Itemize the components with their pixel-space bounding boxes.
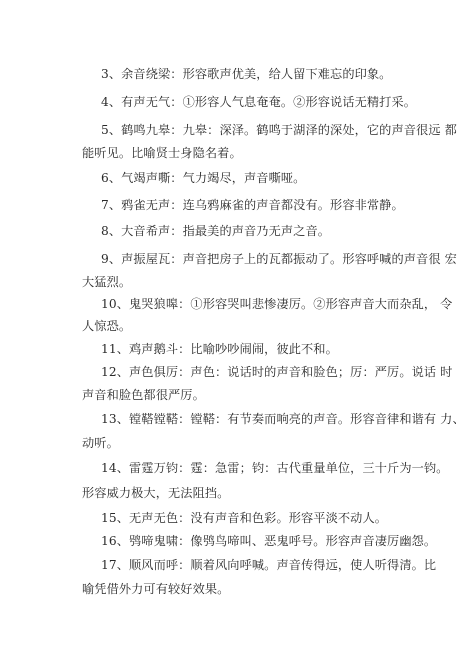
entry-6: 6、气竭声嘶：气力竭尽，声音嘶哑。 (101, 171, 306, 185)
entry-17-continued: 喻凭借外力可有较好效果。 (82, 582, 230, 596)
entry-3: 3、余音绕梁：形容歌声优美，给人留下难忘的印象。 (101, 67, 392, 81)
entry-9: 9、声振屋瓦：声音把房子上的瓦都振动了。形容呼喊的声音很 宏 (101, 252, 457, 266)
entry-10-continued: 人惊恐。 (82, 319, 132, 333)
entry-8: 8、大音希声：指最美的声音乃无声之音。 (101, 224, 331, 238)
entry-14-continued: 形容威力极大，无法阻挡。 (82, 486, 230, 500)
entry-11: 11、鸡声鹅斗：比喻吵吵闹闹，彼此不和。 (101, 342, 338, 356)
entry-14: 14、雷霆万钧：霆：急雷；钧：古代重量单位，三十斤为一钧。 (101, 461, 449, 475)
entry-12: 12、声色俱厉：声色：说话时的声音和脸色；厉：严厉。说话 时 (101, 365, 453, 379)
entry-16: 16、鸮啼鬼啸：像鸮鸟啼叫、恶鬼呼号。形容声音凄厉幽怨。 (101, 534, 437, 548)
entry-4: 4、有声无气：①形容人气息奄奄。②形容说话无精打采。 (101, 95, 417, 109)
entry-15: 15、无声无色：没有声音和色彩。形容平淡不动人。 (101, 511, 388, 525)
entry-9-continued: 大猛烈。 (82, 275, 132, 289)
entry-13: 13、镗鞳镗鞳：镗鞳：有节奏而响亮的声音。形容音律和谐有 力、 (101, 412, 465, 426)
entry-13-continued: 动听。 (82, 436, 119, 450)
entry-5: 5、鹤鸣九皋：九皋：深泽。鹤鸣于湖泽的深处，它的声音很远 都 (101, 123, 457, 137)
entry-5-continued: 能听见。比喻贤士身隐名着。 (82, 146, 242, 160)
entry-10: 10、鬼哭狼嗥：①形容哭叫悲惨凄厉。②形容声音大而杂乱， 令 (101, 297, 453, 311)
entry-7: 7、鸦雀无声：连乌鸦麻雀的声音都没有。形容非常静。 (101, 198, 404, 212)
entry-17: 17、顺风而呼：顺着风向呼喊。声音传得远，使人听得清。比 (101, 558, 437, 572)
entry-12-continued: 声音和脸色都很严厉。 (82, 388, 205, 402)
